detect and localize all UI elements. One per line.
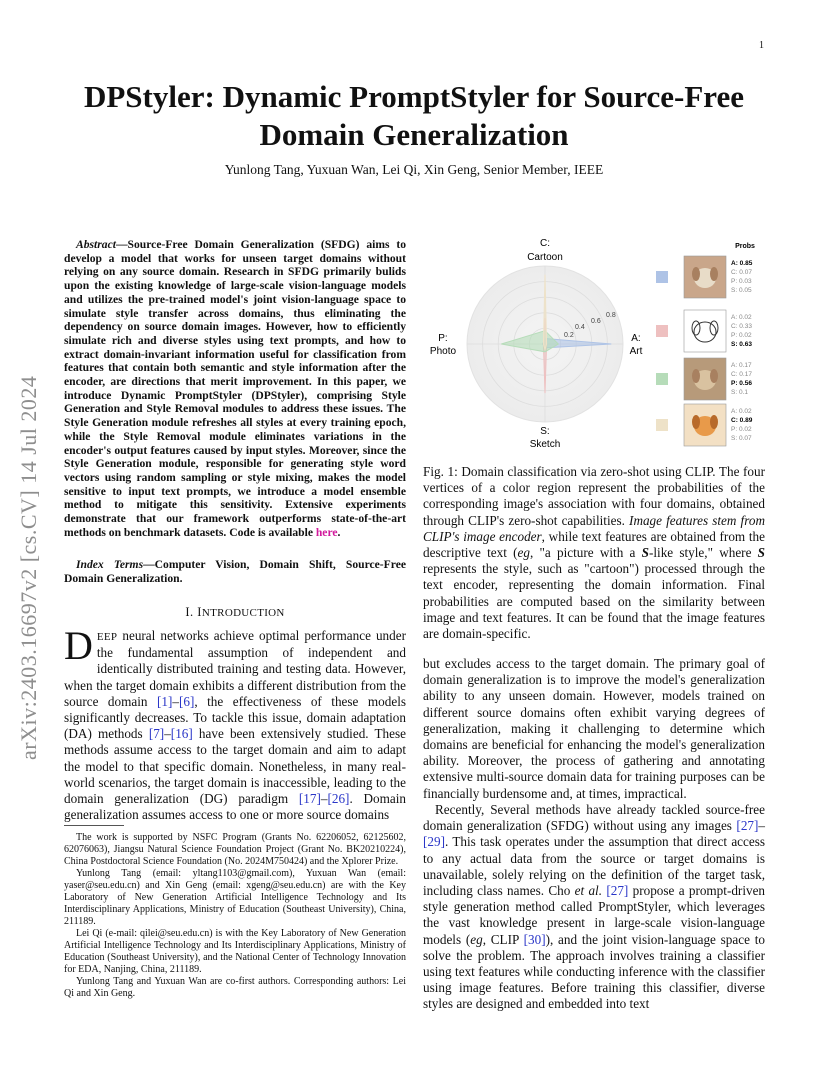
prob-value: C: 0.89 (731, 417, 753, 424)
section-first-letter: I (197, 605, 202, 619)
index-terms (64, 558, 406, 585)
citation-link[interactable]: [6] (178, 693, 195, 709)
abstract-text: Source-Free Domain Generalization (SFDG) aims to develop a model that works for unseen target domains without relying on any source domain. Research in SFDG primarily bulids upon the existing knowledge of large-scale vision-language models and utilizes the pre-trained model's joint vision-language space to simulate style transfer across domains, thus eliminating the dependency on source domain images. However, how to efficiently simulate rich and diverse styles using text prompts, and how to extract domain-invariant information useful for classification from features that contain both semantic and style information after the encoder, are directions that merit improvement. In this paper, we introduce Dynamic PromptStyler (DPStyler), comprising Style Generation and Style Removal modules to address these issues. The Style Generation module refreshes all styles at every training epoch, while the Style Removal module eliminates variations in the encoder's output features caused by input styles. Moreover, since the Style Generation module, responsible for generating style word vectors using random sampling or style mixing, makes the model sensitive to input text prompts, we introduce a model ensemble method to mitigate this sensitivity. Extensive experiments demonstrate that our framework outperforms state-of-the-art methods on benchmark datasets. Code is available (64, 238, 406, 539)
dog-ear-icon (692, 369, 700, 383)
ring-label-0.6: 0.6 (591, 318, 601, 325)
footnote-affiliation-2: Lei Qi (e-mail: qilei@seu.edu.cn) is with the Key Laboratory of New Generation Artificial Intelligence Technology and Its Interdisciplinary Applications, Ministry of Education (Southeast University), and the National Center of Technology Innovation for EDA, Nanjing, China, 211189. (64, 928, 406, 975)
paragraph-text: , CLIP (482, 931, 524, 947)
intro-text: . Domain generalization assumes access to one or more source domains (64, 791, 406, 823)
axis-label-sketch-letter: S: (540, 426, 550, 437)
prob-value: P: 0.02 (731, 332, 752, 339)
axis-label-art: Art (629, 346, 643, 357)
index-terms-text: —Computer Vision, Domain Shift, Source-Free Domain Generalization. (64, 558, 406, 585)
legend-swatch (656, 373, 668, 385)
footnote-rule (64, 825, 124, 826)
paragraph-text: ), and the joint vision-language space to solve the problem. The approach involves training a classifier using text features while conducting inference with the classifier using image features. Before training this classifier, diverse styles are designed and embedded into text (423, 931, 765, 1012)
paragraph-text: – (758, 818, 765, 834)
prob-value: A: 0.85 (731, 260, 753, 267)
prob-value: A: 0.02 (731, 314, 752, 321)
intro-text: – (172, 693, 179, 709)
citation-link[interactable]: [26] (327, 791, 350, 807)
paragraph-italic: eg (470, 931, 483, 947)
title-line-1: DPStyler: Dynamic PromptStyler for Source-Free (83, 79, 745, 114)
caption-text: represents the style, such as "cartoon") processed through the text encoder, representing the domain information. Final probabilities are computed based on the similarity between image and text features. It can be found that the image features are domain-specific. (423, 561, 765, 642)
abstract-end: . (337, 525, 341, 539)
title-line-2: Domain Generalization (259, 117, 569, 152)
intro-text: – (320, 791, 328, 807)
citation-link[interactable]: [7] (148, 726, 165, 742)
sample-rows (656, 256, 753, 446)
caption-italic: Image features stem from CLIP's image encoder (423, 512, 765, 544)
paragraph-italic: et al. (574, 883, 603, 899)
dog-ear-icon (692, 267, 700, 281)
citation-link[interactable]: [29] (423, 834, 445, 850)
dog-ear-icon (692, 415, 700, 429)
axis-label-art-letter: A: (631, 333, 641, 344)
arxiv-stamp: arXiv:2403.16697v2 [cs.CV] 14 Jul 2024 (16, 375, 41, 760)
figure-1 (423, 232, 765, 452)
citation-link[interactable]: [30] (523, 931, 546, 947)
prob-value: S: 0.07 (731, 435, 752, 442)
body-paragraph-1 (423, 656, 765, 802)
prob-value: S: 0.1 (731, 389, 748, 396)
legend-swatch (656, 419, 668, 431)
abstract-lead: Abstract (76, 238, 116, 251)
index-terms-lead: Index Terms (76, 558, 144, 571)
paper-title (60, 78, 768, 154)
caption-text: , "a picture with a (529, 545, 642, 561)
prob-value: C: 0.07 (731, 269, 752, 276)
citation-link[interactable]: [27] (606, 883, 629, 899)
citation-link[interactable]: [27] (736, 818, 759, 834)
prob-value: P: 0.56 (731, 380, 752, 387)
paragraph-text: propose a prompt-driven style generation method called PromptStyler, which leverages the vast knowledge present in large-scale vision-language models ( (423, 883, 766, 947)
paragraph-text: Recently, Several methods have already tackled source-free domain generalization (SFDG) without using any images (423, 802, 765, 834)
axis-label-photo: Photo (429, 346, 457, 357)
axis-label-sketch: Sketch (529, 439, 561, 450)
caption-text: , while text features are obtained from the descriptive text ( (423, 528, 765, 561)
footnotes (64, 832, 406, 1000)
ring-label-0.2: 0.2 (564, 332, 574, 339)
section-numeral: I. (185, 605, 198, 619)
abstract (64, 238, 406, 539)
intro-smallcaps: EEP (96, 631, 118, 643)
paragraph-text: but excludes access to the target domain. The primary goal of domain generalization is to improve the model's generalization ability to any unseen domain. However, models trained on different source domains often exhibit varying degrees of generalization, making it challenging to determine which domains are beneficial for enhancing the model's generalization ability. Moreover, the process of gathering and annotating extensive multi-source domain data for training purposes can be financially burdensome and, at times, impractical. (423, 656, 765, 801)
prob-value: C: 0.17 (731, 371, 752, 378)
dog-sketch-thumbnail (684, 310, 726, 352)
footnote-corresponding: Yunlong Tang and Yuxuan Wan are co-first authors. Corresponding authors: Lei Qi and Xin Geng. (64, 976, 406, 999)
prob-value: C: 0.33 (731, 323, 752, 330)
figure-caption (423, 464, 765, 642)
caption-symbol: S (641, 545, 649, 561)
legend-swatch (656, 325, 668, 337)
prob-value: P: 0.02 (731, 426, 752, 433)
radar-figure (423, 232, 765, 452)
citation-link[interactable]: [17] (298, 791, 321, 807)
prob-value: S: 0.63 (731, 341, 752, 348)
prob-value: P: 0.03 (731, 278, 752, 285)
citation-link[interactable]: [1] (156, 693, 173, 709)
dog-ear-icon (710, 415, 718, 429)
author-list: Yunlong Tang, Yuxuan Wan, Lei Qi, Xin Geng, Senior Member, IEEE (224, 162, 604, 177)
axis-label-cartoon: Cartoon (527, 252, 563, 263)
prob-value: A: 0.02 (731, 408, 752, 415)
code-link[interactable]: here (315, 525, 338, 539)
intro-text: have been extensively studied. These methods assume access to the target domain and aim to adapt the model to that specific domain. Nonetheless, in many real-world scenarios, the target domain is inaccessible, leading to the domain generalization (DG) paradigm (64, 726, 406, 807)
dog-ear-icon (710, 267, 718, 281)
ring-label-0.8: 0.8 (606, 312, 616, 319)
body-paragraph-2 (423, 802, 765, 1013)
dropcap-letter: D (64, 623, 93, 668)
prob-value: A: 0.17 (731, 362, 752, 369)
introduction-paragraph (64, 623, 406, 823)
intro-text: , the effectiveness of these models significantly decreases. To tackle this issue, domain adaptation (DA) methods (64, 693, 406, 742)
prob-value: S: 0.05 (731, 287, 752, 294)
section-heading-introduction (64, 605, 406, 620)
ring-label-0.4: 0.4 (575, 324, 585, 331)
probs-header: Probs (735, 243, 755, 250)
abstract-dash: — (115, 238, 128, 251)
footnote-affiliation-1: Yunlong Tang (email: yltang1103@gmail.com), Yuxuan Wan (email: yaser@seu.edu.cn) and Xin Geng (email: xgeng@seu.edu.cn) are with the Key Laboratory of New Generation Artificial Intelligence Technology and Its Interdisciplinary Applications, Ministry of Education (Southeast University), China, 211189. (64, 868, 406, 927)
intro-text: – (164, 726, 171, 742)
axis-label-photo-letter: P: (438, 333, 448, 344)
intro-text: neural networks achieve optimal performance under the fundamental assumption of independent and identically distributed training and testing data. However, when the target domain exhibits a different distribution from the source domain (64, 628, 406, 709)
axis-label-cartoon-letter: C: (540, 238, 550, 249)
legend-swatch (656, 271, 668, 283)
paragraph-text: . This task operates under the assumption that direct access to any actual data from the source or target domains is unavailable, solely relying on the definition of the target task, including class names. Cho (423, 834, 765, 899)
caption-text: Fig. 1: Domain classification via zero-shot using CLIP. The four vertices of a color region represent the probabilities of the corresponding image's association with four domains, obtained through CLIP's zero-shot capabilities. (423, 464, 765, 528)
page-number: 1 (759, 40, 764, 51)
dog-ear-icon (710, 369, 718, 383)
footnote-funding: The work is supported by NSFC Program (Grants No. 62206052, 62125602, 62076063), Jiangsu Natural Science Foundation Project (Grant No. BK20210224), China Postdoctoral Science Foundation (No. 2024M750424) and the Xplorer Prize. (64, 832, 406, 867)
citation-link[interactable]: [16] (170, 726, 193, 742)
caption-symbol: S (757, 545, 766, 561)
caption-italic: eg (517, 545, 530, 561)
section-rest: NTRODUCTION (201, 607, 285, 619)
caption-text: -like style," where (648, 545, 758, 561)
